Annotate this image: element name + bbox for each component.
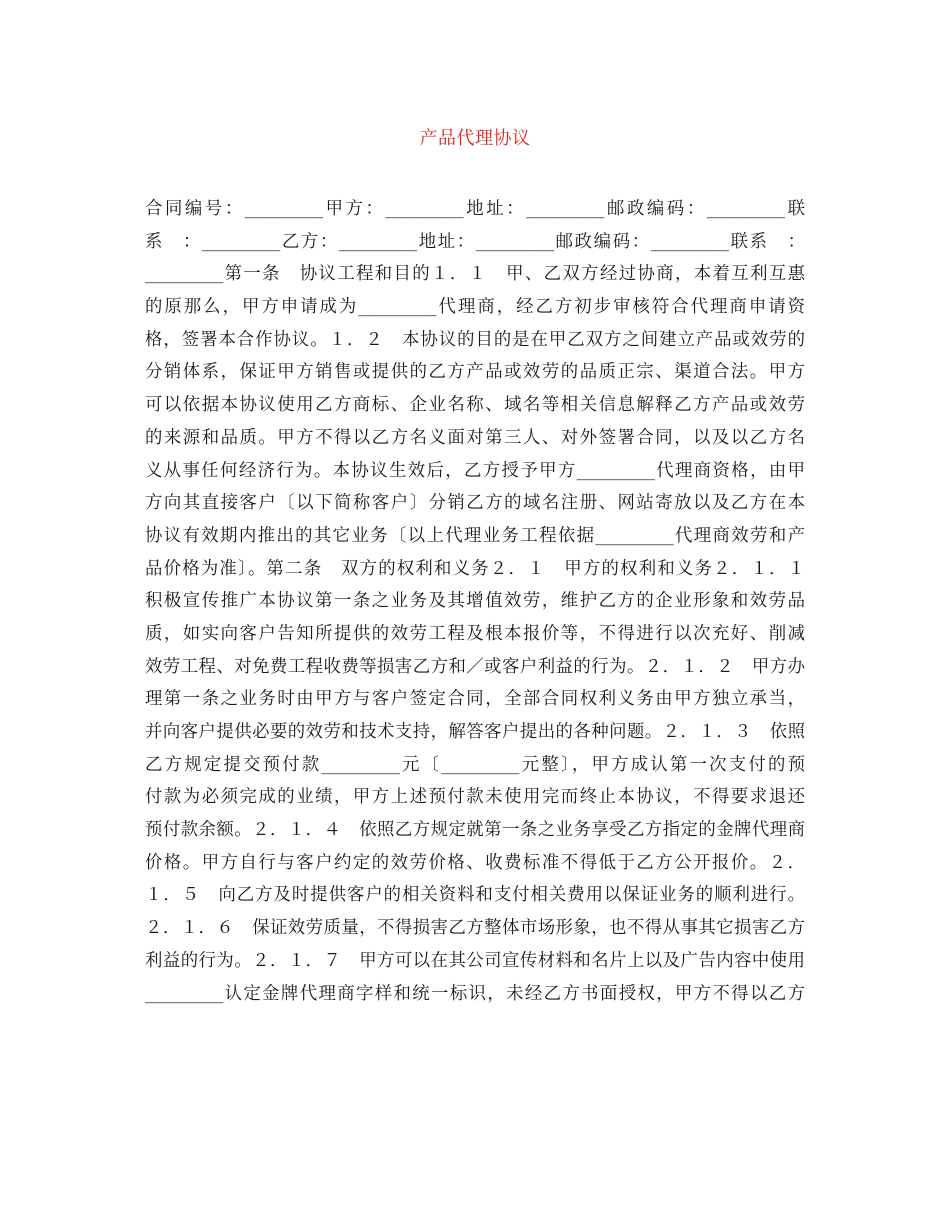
body-line: 并向客户提供必要的效劳和技术支持，解答客户提出的各种问题。２．１．３ 依照 <box>145 722 805 742</box>
body-line: 义从事任何经济行为。本协议生效后，乙方授予甲方_________代理商资格，由甲 <box>145 460 805 481</box>
body-line: 理第一条之业务时由甲方与客户签定合同，全部合同权利义务由甲方独立承当， <box>145 689 805 710</box>
body-line: 质，如实向客户告知所提供的效劳工程及根本报价等，不得进行以次充好、削减 <box>145 623 805 644</box>
body-line: 的原那么，甲方申请成为_________代理商，经乙方初步审核符合代理商申请资 <box>145 297 805 318</box>
body-line: 的来源和品质。甲方不得以乙方名义面对第三人、对外签署合同，以及以乙方名 <box>145 427 805 448</box>
body-line: 分销体系，保证甲方销售或提供的乙方产品或效劳的品质正宗、渠道合法。甲方 <box>145 362 805 383</box>
body-line: 合同编号：_________甲方：_________地址：_________邮政编码：_________联 <box>145 199 805 219</box>
body-line: _________第一条 协议工程和目的１．１ 甲、乙双方经过协商，本着互利互惠 <box>145 264 805 285</box>
body-line: _________认定金牌代理商字样和统一标识，未经乙方书面授权，甲方不得以乙方 <box>145 983 805 1004</box>
body-line: 预付款余额。２．１．４ 依照乙方规定就第一条之业务享受乙方指定的金牌代理商 <box>145 820 805 841</box>
body-line: 品价格为准〕。第二条 双方的权利和义务２．１ 甲方的权利和义务２．１．１ <box>145 558 805 579</box>
body-line: 方向其直接客户〔以下简称客户〕分销乙方的域名注册、网站寄放以及乙方在本 <box>145 493 805 514</box>
body-line: 效劳工程、对免费工程收费等损害乙方和／或客户利益的行为。２．１．２ 甲方办 <box>145 656 805 677</box>
body-line: １．５ 向乙方及时提供客户的相关资料和支付相关费用以保证业务的顺利进行。 <box>145 885 805 906</box>
body-line: 积极宣传推广本协议第一条之业务及其增值效劳，维护乙方的企业形象和效劳品 <box>145 591 805 612</box>
body-line: 价格。甲方自行与客户约定的效劳价格、收费标准不得低于乙方公开报价。２． <box>145 852 805 873</box>
body-line: 付款为必须完成的业绩，甲方上述预付款未使用完而终止本协议，不得要求退还 <box>145 787 805 808</box>
body-line: 系 ：_________乙方：_________地址：_________邮政编码：_________联系 ： <box>145 231 805 252</box>
body-line: 可以依据本协议使用乙方商标、企业名称、域名等相关信息解释乙方产品或效劳 <box>145 395 805 416</box>
document-title: 产品代理协议 <box>419 128 531 149</box>
body-line: ２．１．６ 保证效劳质量，不得损害乙方整体市场形象，也不得从事其它损害乙方 <box>145 918 805 939</box>
body-line: 协议有效期内推出的其它业务〔以上代理业务工程依据_________代理商效劳和产 <box>145 525 805 546</box>
body-line: 乙方规定提交预付款_________元〔_________元整〕，甲方成认第一次支付的预 <box>145 754 805 775</box>
body-line: 利益的行为。２．１．７ 甲方可以在其公司宣传材料和名片上以及广告内容中使用 <box>145 950 805 971</box>
body-line: 格，签署本合作协议。１．２ 本协议的目的是在甲乙双方之间建立产品或效劳的 <box>145 329 805 350</box>
document-body <box>145 196 805 1013</box>
